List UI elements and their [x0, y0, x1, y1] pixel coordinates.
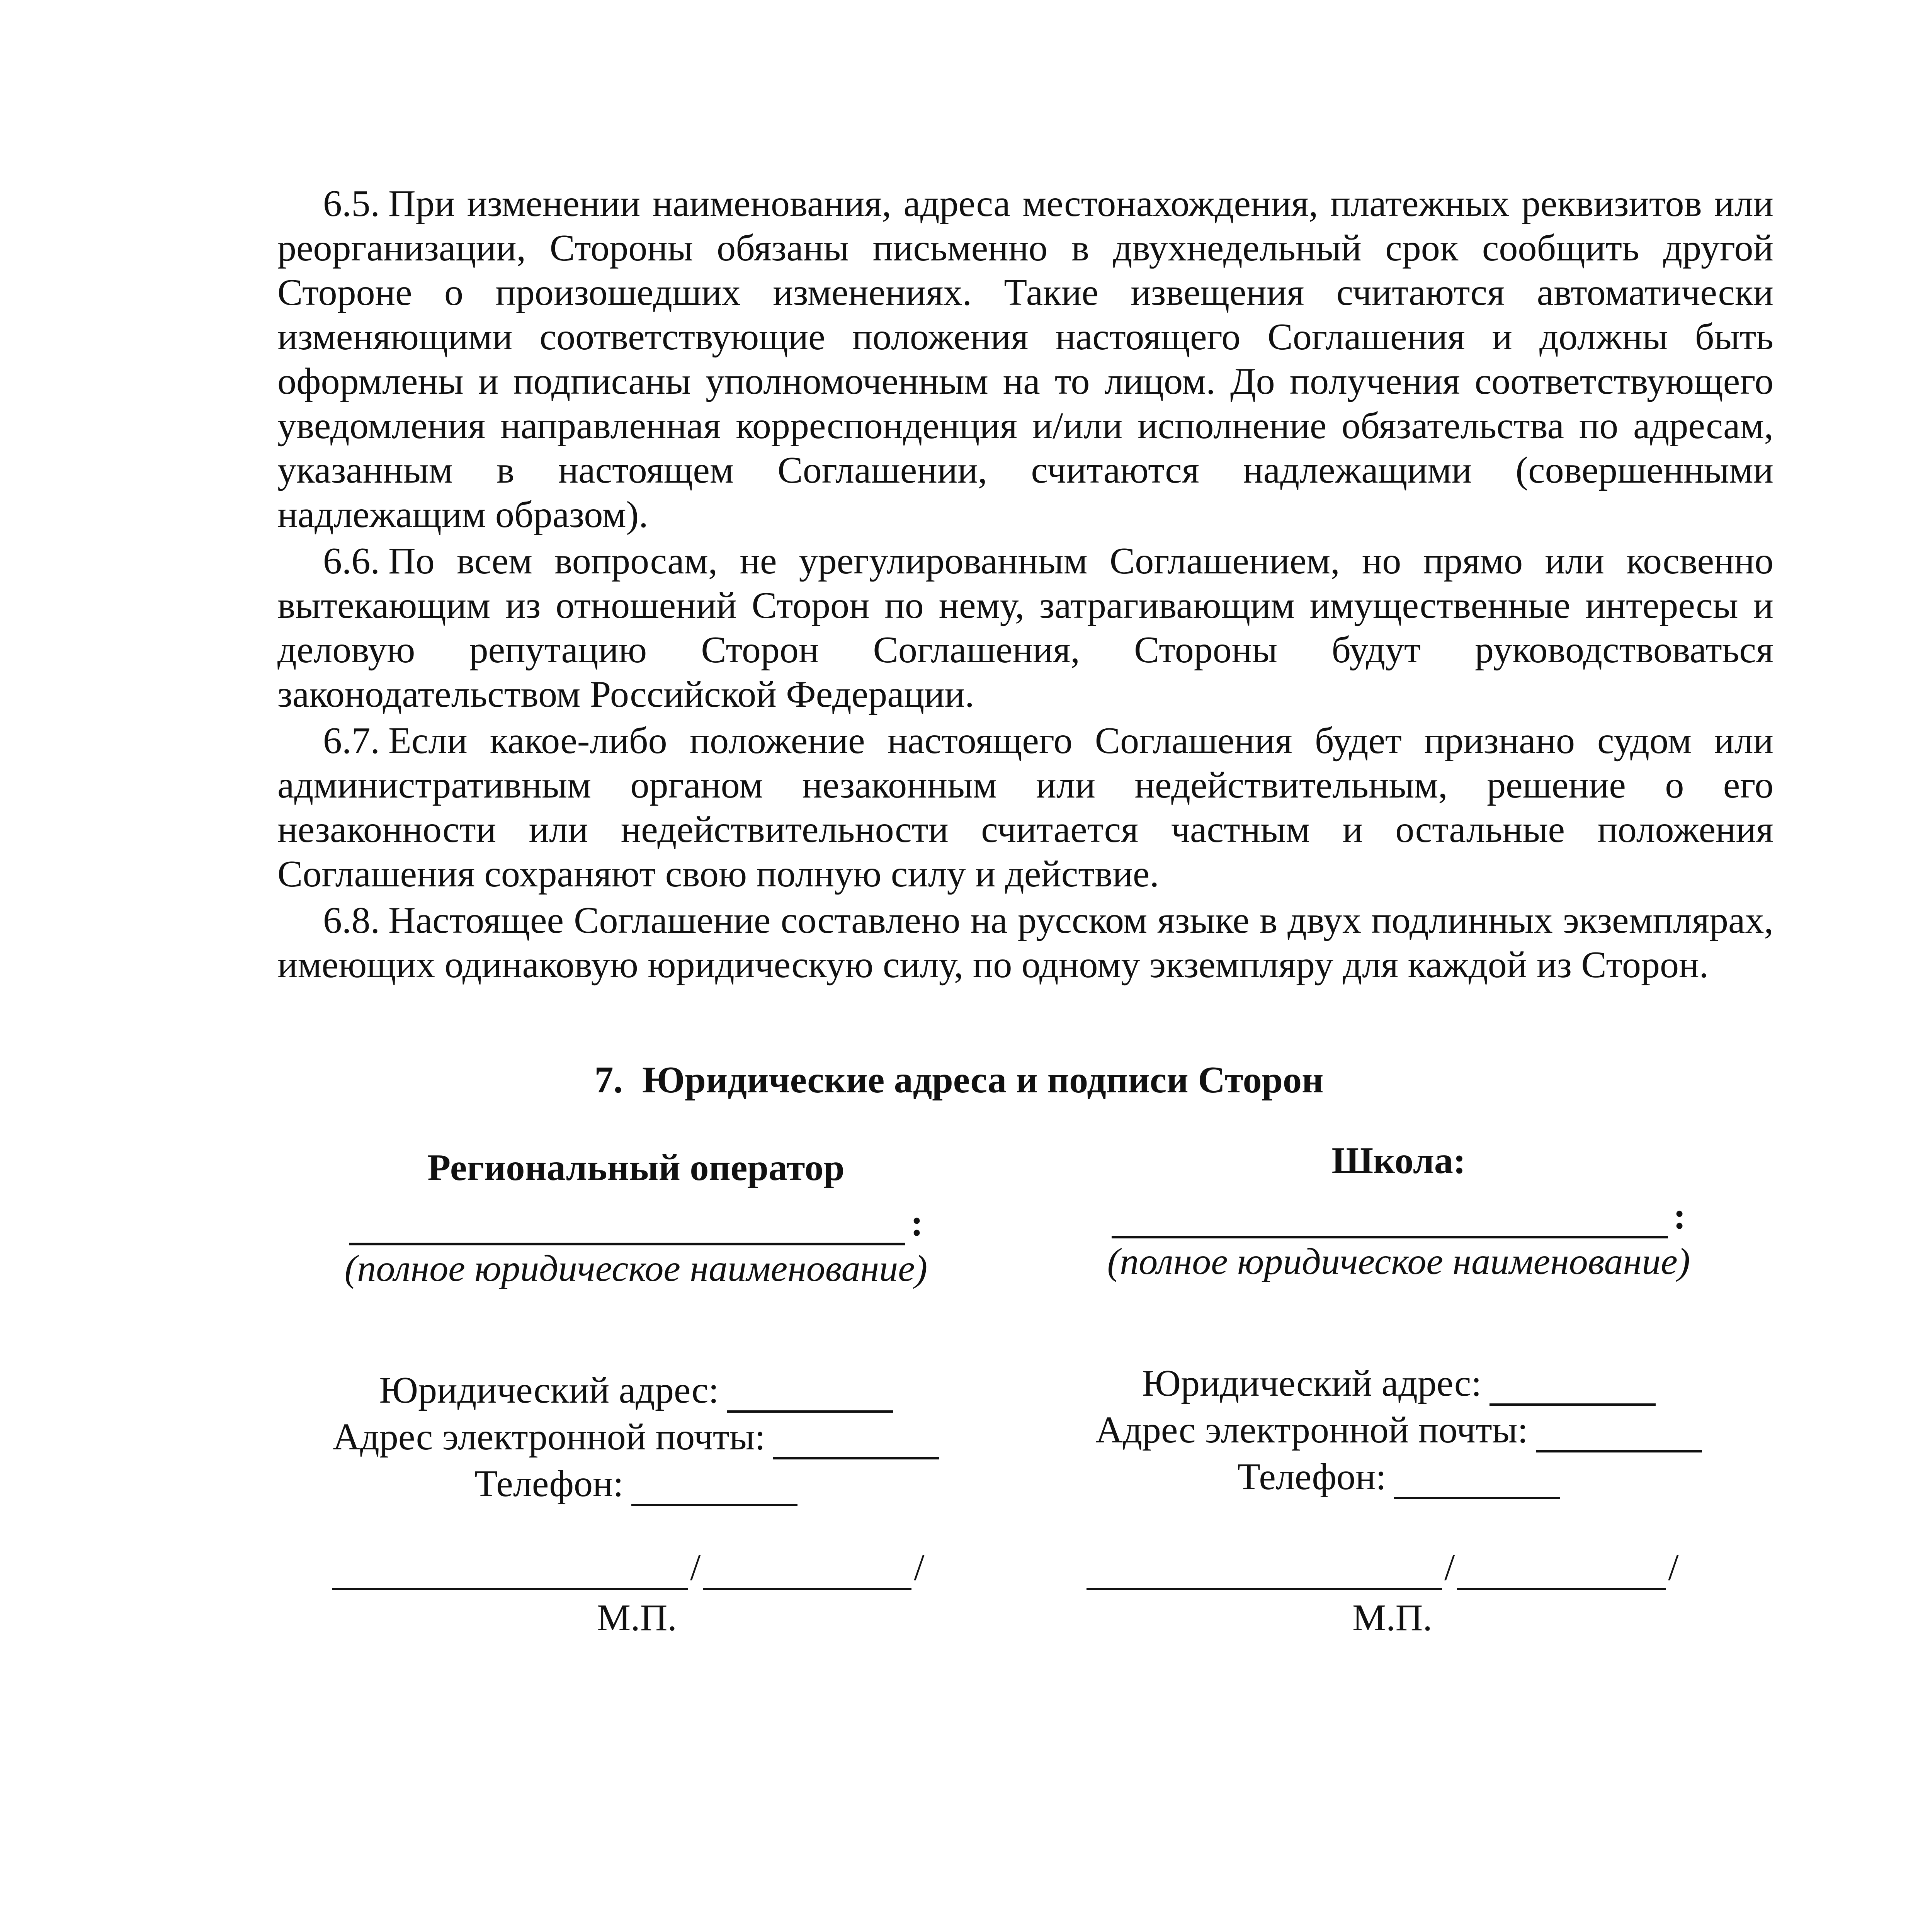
- section-number: 7.: [594, 1059, 623, 1101]
- clause-text: По всем вопросам, не урегулированным Соглашением, но прямо или косвенно вытекающим из отношений Сторон по нему, затрагивающим имущественные интересы и деловую репутацию Сторон Соглашения, Стороны будут руководствоваться законодательством Российской Федерации.: [277, 540, 1773, 715]
- slash-separator: /: [1444, 1547, 1455, 1588]
- seal-label: М.П.: [597, 1597, 677, 1639]
- clause-6-8: [277, 898, 1773, 987]
- signature-row-school: [1087, 1546, 1681, 1590]
- seal-label: М.П.: [1352, 1597, 1432, 1639]
- email-row: [288, 1415, 984, 1459]
- clause-text: Настоящее Соглашение составлено на русском языке в двух подлинных экземплярах, имеющих одинаковую юридическую силу, по одному экземпляру для каждой из Сторон.: [277, 900, 1773, 986]
- clause-6-7: [277, 719, 1773, 896]
- legal-name-field[interactable]: [1051, 1194, 1746, 1236]
- legal-name-colon: :: [1673, 1195, 1686, 1237]
- signature-row-regional-operator: [332, 1546, 927, 1590]
- phone-field[interactable]: [1394, 1463, 1560, 1499]
- contacts-block: [1051, 1361, 1746, 1499]
- section-title: [0, 1058, 1918, 1102]
- clause-text: Если какое-либо положение настоящего Соглашения будет признано судом или административным органом незаконным или недействительным, решение о его незаконности или недействительности считается частным и остальные положения Соглашения сохраняют свою полную силу и действие.: [277, 720, 1773, 895]
- email-label: Адрес электронной почты:: [1095, 1409, 1528, 1451]
- signature-field[interactable]: [1087, 1552, 1442, 1590]
- email-field[interactable]: [1536, 1416, 1702, 1452]
- phone-row: [1051, 1455, 1746, 1499]
- phone-label: Телефон:: [1237, 1456, 1386, 1498]
- legal-name-field[interactable]: [288, 1201, 984, 1243]
- section-heading: Юридические адреса и подписи Сторон: [642, 1059, 1324, 1101]
- clause-6-6: [277, 539, 1773, 717]
- party-title: Школа:: [1331, 1140, 1466, 1182]
- clauses-block: [277, 182, 1773, 989]
- clause-text: При изменении наименования, адреса местонахождения, платежных реквизитов или реорганизации, Стороны обязаны письменно в двухнедельный срок сообщить другой Стороне о произошедших изменениях. Такие извещения считаются автоматически изменяющими соответствующие положения настоящего Соглашения и должны быть оформлены и подписаны уполномоченным на то лицом. До получения соответствующего уведомления направленная корреспонденция и/или исполнение обязательства по адресам, указанным в настоящем Соглашении, считаются надлежащими (совершенными надлежащим образом).: [277, 183, 1773, 536]
- party-school: [1051, 1140, 1746, 1502]
- legal-name-colon: :: [910, 1202, 923, 1244]
- legal-address-label: Юридический адрес:: [1142, 1362, 1482, 1404]
- clause-number: 6.5.: [323, 183, 380, 224]
- phone-row: [288, 1462, 984, 1506]
- contacts-block: [288, 1368, 984, 1506]
- clause-number: 6.7.: [323, 720, 380, 762]
- phone-label: Телефон:: [474, 1463, 624, 1505]
- signatory-name-field[interactable]: [703, 1552, 911, 1590]
- clause-number: 6.6.: [323, 540, 380, 582]
- legal-address-field[interactable]: [1490, 1369, 1656, 1406]
- legal-name-caption: (полное юридическое наименование): [344, 1248, 928, 1289]
- legal-name-caption: (полное юридическое наименование): [1107, 1241, 1690, 1282]
- email-label: Адрес электронной почты:: [333, 1416, 765, 1458]
- party-title: Региональный оператор: [427, 1147, 845, 1189]
- signature-field[interactable]: [332, 1552, 688, 1590]
- legal-address-label: Юридический адрес:: [379, 1369, 719, 1411]
- legal-name-blank: [1112, 1199, 1668, 1238]
- legal-address-row: [1051, 1361, 1746, 1406]
- email-row: [1051, 1408, 1746, 1452]
- slash-separator: /: [1668, 1547, 1679, 1588]
- email-field[interactable]: [773, 1423, 939, 1459]
- slash-separator: /: [914, 1547, 925, 1588]
- signatory-name-field[interactable]: [1457, 1552, 1666, 1590]
- clause-6-5: [277, 182, 1773, 537]
- legal-name-blank: [349, 1206, 905, 1245]
- clause-number: 6.8.: [323, 900, 380, 941]
- legal-address-row: [288, 1368, 984, 1413]
- legal-address-field[interactable]: [727, 1376, 893, 1413]
- party-regional-operator: [288, 1146, 984, 1509]
- phone-field[interactable]: [631, 1470, 797, 1506]
- slash-separator: /: [690, 1547, 701, 1588]
